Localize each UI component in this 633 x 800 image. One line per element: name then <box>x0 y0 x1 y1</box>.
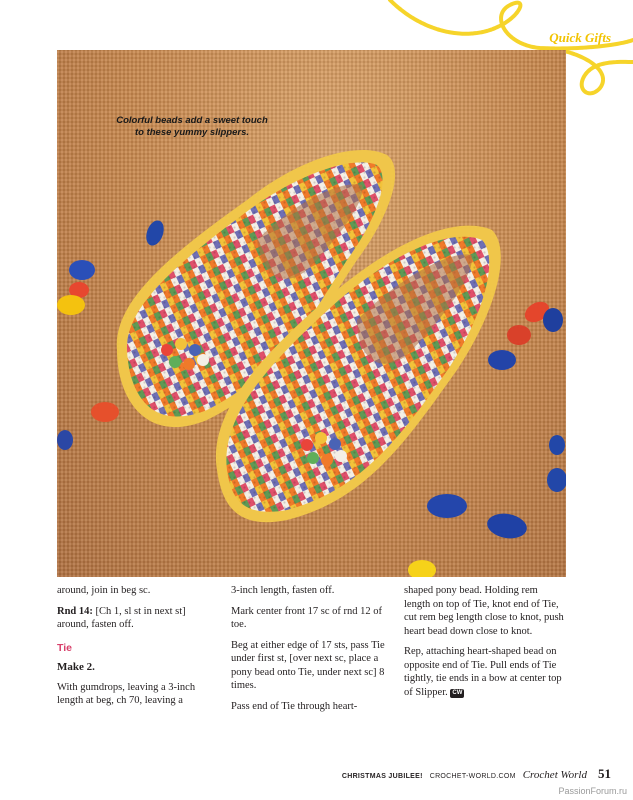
footer-site: CROCHET-WORLD.COM <box>429 773 516 780</box>
footer-issue: CHRISTMAS JUBILEE! <box>341 773 423 780</box>
paragraph: Mark center front 17 sc of rnd 12 of toe. <box>231 605 383 630</box>
end-mark-icon: CW <box>452 689 463 696</box>
paragraph: Beg at either edge of 17 sts, pass Tie under first st, [over next sc, place a pony bead onto Tie, under next sc] 8 times. <box>231 639 385 691</box>
paragraph-rnd-14 <box>57 605 207 632</box>
rnd-label: Rnd 14: <box>57 605 93 617</box>
slippers-photo <box>57 50 566 577</box>
make-instruction: Make 2. <box>57 661 95 673</box>
footer-magazine: Crochet World <box>522 769 587 781</box>
section-heading-tie: Tie <box>57 641 72 654</box>
paragraph: around, join in beg sc. <box>57 585 151 596</box>
paragraph: With gumdrops, leaving a 3-inch length at beg, ch 70, leaving a <box>57 681 196 706</box>
text-column-1 <box>57 584 207 715</box>
paragraph: Pass end of Tie through heart- <box>231 700 358 712</box>
page-footer <box>342 766 611 780</box>
paragraph-text: Rep, attaching heart-shaped bead on opposite end of Tie. Pull ends of Tie tightly, tie ends in a bow at center top of Slipper. <box>404 646 562 698</box>
rnd-text: [Ch 1, sl st in next st] around, fasten off. <box>57 605 186 630</box>
paragraph <box>404 645 564 699</box>
paragraph: 3-inch length, fasten off. <box>231 585 335 596</box>
page-number: 51 <box>598 766 611 781</box>
caption-line: to these yummy slippers. <box>134 127 250 138</box>
watermark: PassionForum.ru <box>558 786 627 796</box>
text-column-3 <box>404 584 564 706</box>
photo-caption <box>102 115 282 139</box>
caption-line: Colorful beads add a sweet touch <box>116 115 268 126</box>
text-column-2 <box>231 584 391 720</box>
section-tag: Quick Gifts <box>549 30 611 45</box>
paragraph: shaped pony bead. Holding rem length on top of Tie, knot end of Tie, cut rem beg length close to knot, push heart bead down close to knot. <box>404 585 564 637</box>
